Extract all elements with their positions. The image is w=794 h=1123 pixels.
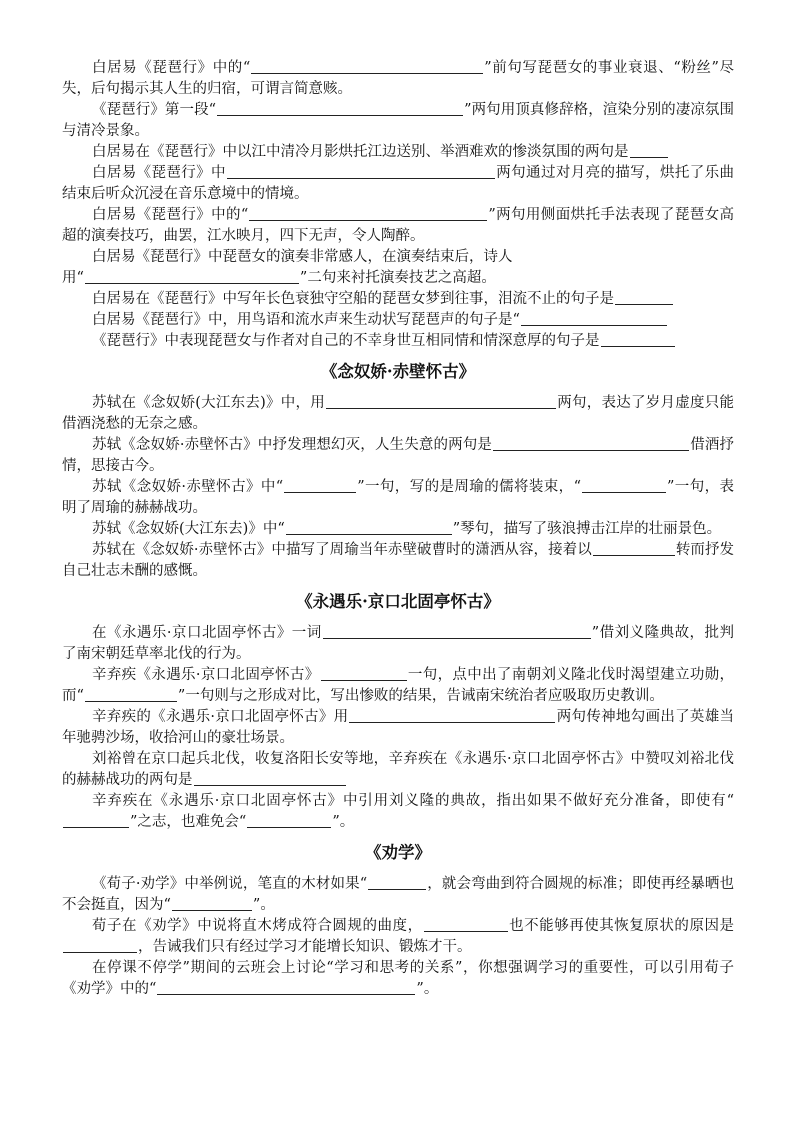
question-text: ”二句来衬托演奏技艺之高超。 bbox=[299, 270, 496, 286]
answer-blank[interactable] bbox=[286, 519, 452, 535]
answer-blank[interactable] bbox=[323, 623, 591, 639]
question-text: ”一句，表明了周瑜的赫赫战功。 bbox=[62, 479, 735, 516]
question-text: 在《永遇乐·京口北固亭怀古》一词 bbox=[92, 625, 322, 641]
question-text: ”前句写琵琶女的事业衰退、“粉丝”尽失，后句揭示其人生的归宿，可谓言简意赅。 bbox=[62, 60, 734, 97]
answer-blank[interactable] bbox=[157, 979, 415, 995]
answer-blank[interactable] bbox=[321, 665, 407, 681]
question-text: ”。 bbox=[332, 814, 355, 830]
question-12 bbox=[62, 477, 734, 519]
question-text: 白居易《琵琶行》中的“ bbox=[92, 60, 251, 76]
question-text: 用“ bbox=[62, 270, 84, 286]
question-text: 两句通过对月亮的描写，烘托了乐曲结束后听众沉浸在音乐意境中的情境。 bbox=[62, 165, 735, 202]
question-17 bbox=[62, 707, 734, 749]
question-text: 白居易《琵琶行》中 bbox=[92, 165, 226, 181]
question-text: 转而抒发自己壮志未酬的感慨。 bbox=[62, 542, 735, 579]
answer-blank[interactable] bbox=[630, 142, 668, 158]
question-5 bbox=[62, 205, 734, 247]
question-text: ”两句用顶真修辞格，渲染分别的凄凉氛围与清冷景象。 bbox=[62, 102, 734, 139]
question-text: 白居易在《琵琶行》中写年长色衰独守空船的琵琶女梦到往事，泪流不止的句子是 bbox=[92, 291, 614, 307]
question-text: ，就会弯曲到符合圆规的标准；即使再经暴晒也不会挺直，因为“ bbox=[62, 876, 735, 913]
question-text: ”借刘义隆典故，批判了南宋朝廷草率北伐的行为。 bbox=[62, 625, 735, 662]
question-text: ”之志，也难免会“ bbox=[130, 814, 247, 830]
section-title: 《永遇乐·京口北固亭怀古》 bbox=[296, 592, 500, 611]
question-8 bbox=[62, 310, 734, 331]
question-text: 《琵琶行》第一段“ bbox=[92, 102, 217, 118]
answer-blank[interactable] bbox=[194, 770, 346, 786]
question-text: 也不能够再使其恢复原状的原因是 bbox=[508, 918, 734, 934]
answer-blank[interactable] bbox=[493, 435, 689, 451]
question-1 bbox=[62, 58, 734, 100]
question-7 bbox=[62, 289, 734, 310]
question-text: ”。 bbox=[252, 897, 275, 913]
answer-blank[interactable] bbox=[85, 268, 299, 284]
question-15 bbox=[62, 623, 734, 665]
answer-blank[interactable] bbox=[368, 874, 426, 890]
section-title: 《念奴娇·赤壁怀古》 bbox=[320, 362, 476, 381]
question-text: 苏轼在《念奴娇(大江东去)》中，用 bbox=[92, 395, 326, 411]
answer-blank[interactable] bbox=[424, 916, 508, 932]
answer-blank[interactable] bbox=[521, 310, 667, 326]
question-text: 刘裕曾在京口起兵北伐，收复洛阳长安等地，辛弃疾在《永遇乐·京口北固亭怀古》中赞叹刘裕北伐的赫赫战功的两句是 bbox=[62, 751, 734, 788]
question-9 bbox=[62, 331, 734, 352]
question-text: 辛弃疾在《永遇乐·京口北固亭怀古》中引用刘义隆的典故，指出如果不做好充分准备，即使有“ bbox=[92, 793, 734, 809]
question-text: 两句传神地勾画出了英雄当年驰骋沙场，收拾河山的豪壮场景。 bbox=[62, 709, 735, 746]
answer-blank[interactable] bbox=[217, 100, 463, 116]
question-21 bbox=[62, 916, 734, 958]
question-text: 辛弃疾的《永遇乐·京口北固亭怀古》用 bbox=[92, 709, 349, 725]
answer-blank[interactable] bbox=[284, 477, 356, 493]
question-text: ”琴句，描写了骇浪搏击江岸的壮丽景色。 bbox=[452, 521, 722, 537]
question-6-cont bbox=[62, 268, 734, 289]
question-text: 辛弃疾《永遇乐·京口北固亭怀古》 bbox=[92, 667, 320, 683]
question-text: 《荀子·劝学》中举例说，笔直的木材如果“ bbox=[92, 876, 368, 892]
section-title: 《劝学》 bbox=[365, 843, 431, 862]
question-19 bbox=[62, 791, 734, 833]
question-text: 白居易《琵琶行》中琵琶女的演奏非常感人，在演奏结束后，诗人 bbox=[92, 249, 513, 265]
question-text: 两句，表达了岁月虚度只能借酒浇愁的无奈之感。 bbox=[62, 395, 734, 432]
question-text: ，告诫我们只有经过学习才能增长知识、锻炼才干。 bbox=[138, 939, 472, 955]
answer-blank[interactable] bbox=[251, 58, 483, 74]
question-text: 苏轼《念奴娇·赤壁怀古》中抒发理想幻灭，人生失意的两句是 bbox=[92, 437, 493, 453]
answer-blank[interactable] bbox=[249, 205, 487, 221]
question-text: ”。 bbox=[416, 981, 439, 997]
question-text: 白居易《琵琶行》中，用鸟语和流水声来生动状写琵琶声的句子是“ bbox=[92, 312, 520, 328]
answer-blank[interactable] bbox=[349, 707, 555, 723]
question-text: 苏轼《念奴娇(大江东去)》中“ bbox=[92, 521, 285, 537]
question-2 bbox=[62, 100, 734, 142]
question-20 bbox=[62, 874, 734, 916]
question-text: 《琵琶行》中表现琵琶女与作者对自己的不幸身世互相同情和情深意厚的句子是 bbox=[92, 333, 600, 349]
question-text: ”一句则与之形成对比，写出惨败的结果，告诫南宋统治者应吸取历史教训。 bbox=[177, 688, 664, 704]
question-text: 借酒抒情，思接古今。 bbox=[62, 437, 735, 474]
question-18 bbox=[62, 749, 734, 791]
answer-blank[interactable] bbox=[615, 289, 673, 305]
answer-blank[interactable] bbox=[247, 812, 331, 828]
question-13 bbox=[62, 519, 734, 540]
answer-blank[interactable] bbox=[582, 477, 666, 493]
question-10 bbox=[62, 393, 734, 435]
question-4 bbox=[62, 163, 734, 205]
answer-blank[interactable] bbox=[326, 393, 556, 409]
answer-blank[interactable] bbox=[63, 812, 129, 828]
answer-blank[interactable] bbox=[63, 937, 137, 953]
answer-blank[interactable] bbox=[227, 163, 495, 179]
question-text: 苏轼《念奴娇·赤壁怀古》中“ bbox=[92, 479, 284, 495]
answer-blank[interactable] bbox=[601, 331, 675, 347]
question-14 bbox=[62, 540, 734, 582]
question-text: 白居易在《琵琶行》中以江中清冷月影烘托江边送别、举酒难欢的惨淡氛围的两句是 bbox=[92, 144, 629, 160]
answer-blank[interactable] bbox=[172, 895, 252, 911]
question-text: ”两句用侧面烘托手法表现了琵琶女高超的演奏技巧，曲罢，江水映月，四下无声，令人陶醉。 bbox=[62, 207, 734, 244]
answer-blank[interactable] bbox=[85, 686, 177, 702]
question-text: 一句，点中出了南朝刘义隆北伐时渴望建立功勋，而“ bbox=[62, 667, 735, 704]
question-6 bbox=[62, 247, 734, 268]
question-3 bbox=[62, 142, 734, 163]
question-text: 在停课不停学”期间的云班会上讨论“学习和思考的关系”，你想强调学习的重要性，可以引用荀子《劝学》中的“ bbox=[62, 960, 734, 997]
answer-blank[interactable] bbox=[593, 540, 675, 556]
question-22 bbox=[62, 958, 734, 1000]
question-11 bbox=[62, 435, 734, 477]
question-16 bbox=[62, 665, 734, 707]
question-text: ”一句，写的是周瑜的儒将装束，“ bbox=[357, 479, 581, 495]
question-text: 苏轼在《念奴娇·赤壁怀古》中描写了周瑜当年赤壁破曹时的潇洒从容，接着以 bbox=[92, 542, 592, 558]
question-text: 荀子在《劝学》中说将直木烤成符合圆规的曲度， bbox=[92, 918, 423, 934]
worksheet-content bbox=[62, 58, 734, 1000]
question-text: 白居易《琵琶行》中的“ bbox=[92, 207, 249, 223]
